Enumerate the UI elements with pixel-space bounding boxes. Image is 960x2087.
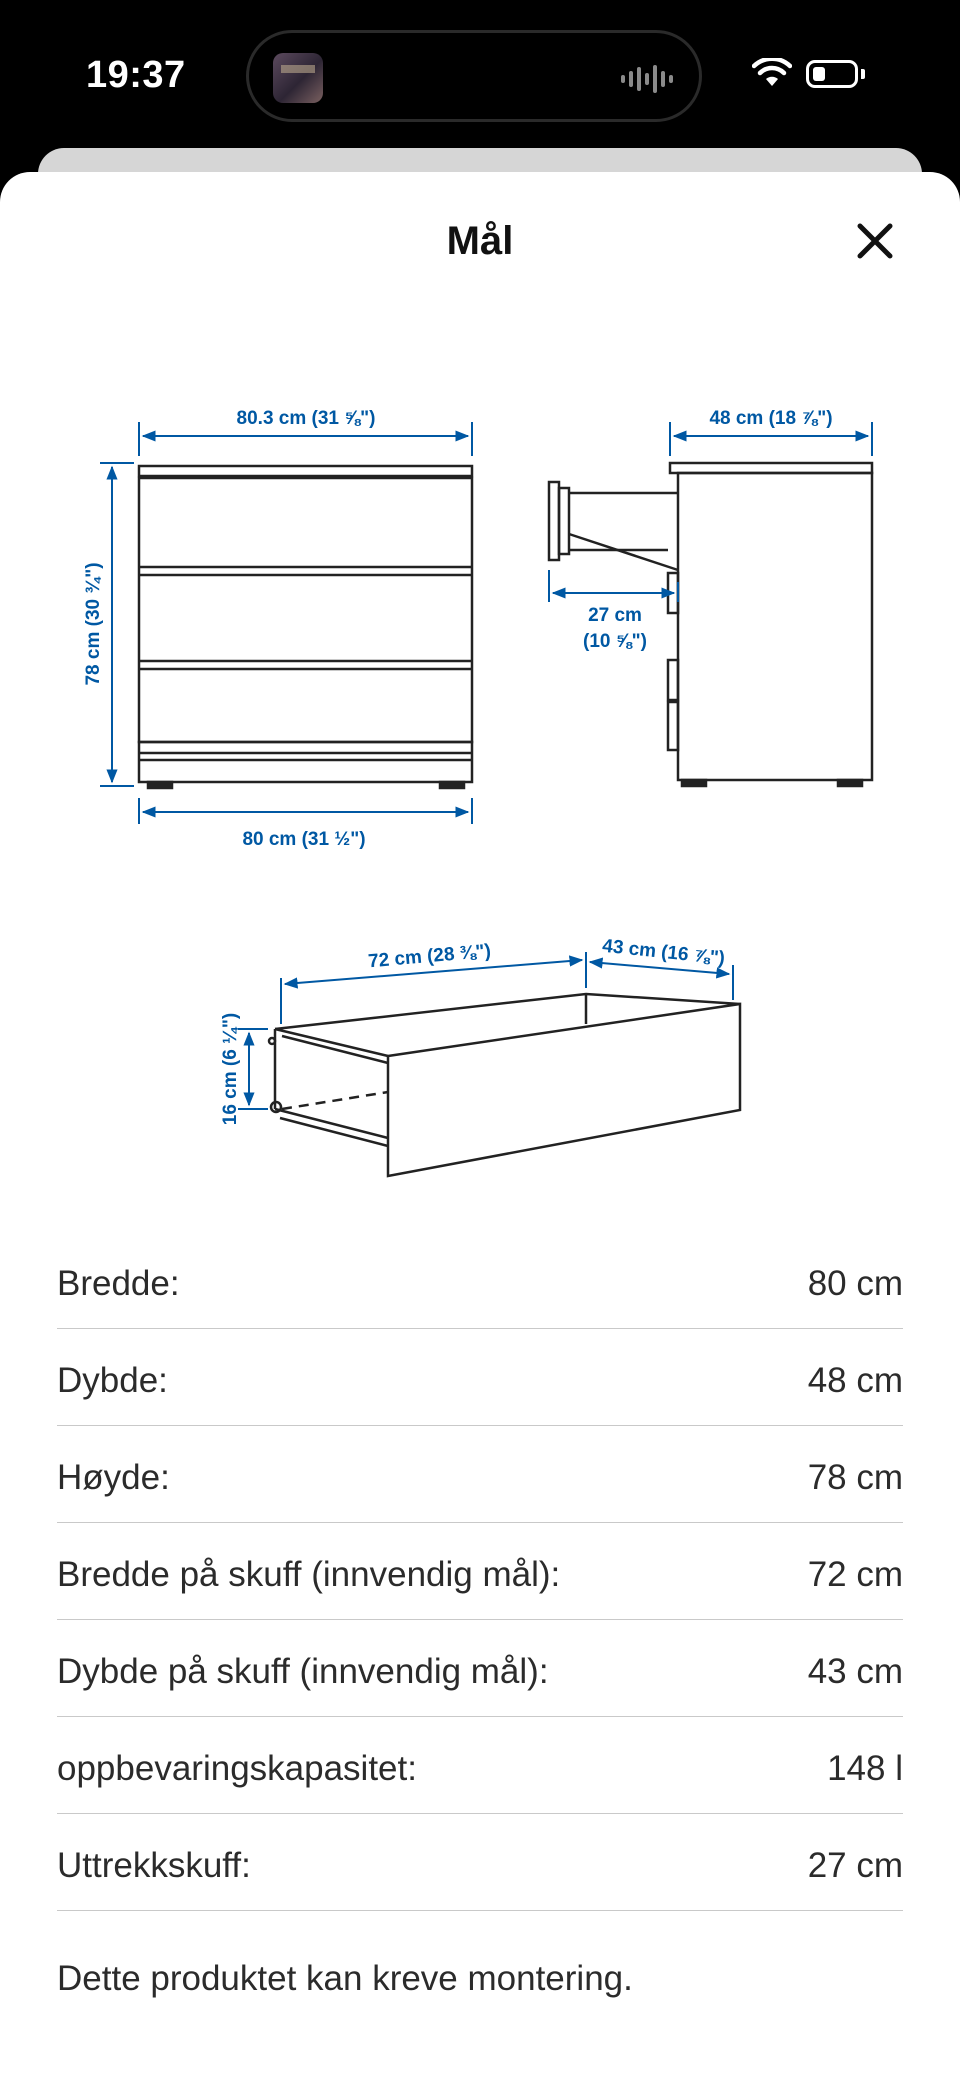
- spec-label: Dybde på skuff (innvendig mål):: [57, 1652, 549, 1691]
- dimensions-list: [57, 1232, 903, 1911]
- battery-icon: [806, 60, 858, 88]
- spec-row-height: [57, 1426, 903, 1523]
- spec-value: 80 cm: [807, 1264, 903, 1303]
- front-top-width-label: 80.3 cm (31 ⅝"): [236, 408, 376, 429]
- spec-label: Dybde:: [57, 1361, 168, 1400]
- side-depth-label: 48 cm (18 ⅞"): [709, 408, 833, 429]
- drawer-width-label: 72 cm (28 ⅜"): [367, 940, 492, 973]
- spec-row-width: [57, 1232, 903, 1329]
- drawer-depth-label: 43 cm (16 ⅞"): [601, 935, 726, 970]
- spec-value: 27 cm: [807, 1846, 903, 1885]
- spec-label: Bredde på skuff (innvendig mål):: [57, 1555, 561, 1594]
- front-bottom-width-label: 80 cm (31 ½"): [242, 829, 366, 850]
- dimensions-sheet: [0, 172, 960, 2087]
- spec-value: 43 cm: [807, 1652, 903, 1691]
- drawer-drawing: [269, 994, 740, 1176]
- status-bar: [0, 0, 960, 150]
- spec-value: 78 cm: [807, 1458, 903, 1497]
- spec-label: oppbevaringskapasitet:: [57, 1749, 417, 1788]
- battery-cap: [861, 69, 865, 79]
- dimension-diagram: [0, 172, 960, 1192]
- spec-value: 48 cm: [807, 1361, 903, 1400]
- wifi-icon: [752, 58, 792, 88]
- status-time: 19:37: [86, 54, 186, 96]
- now-playing-artwork-icon: [273, 53, 323, 103]
- audio-waveform-icon: [621, 63, 675, 95]
- drawer-height-label: 16 cm (6 ¼"): [220, 1012, 241, 1126]
- spec-row-drawer-extension: [57, 1814, 903, 1911]
- extension-label-line2: (10 ⅝"): [583, 631, 647, 652]
- spec-row-storage-capacity: [57, 1717, 903, 1814]
- front-view-drawing: [139, 466, 472, 788]
- extension-label-line1: 27 cm: [588, 605, 642, 626]
- spec-label: Høyde:: [57, 1458, 170, 1497]
- spec-label: Uttrekkskuff:: [57, 1846, 251, 1885]
- spec-value: 72 cm: [807, 1555, 903, 1594]
- assembly-note: Dette produktet kan kreve montering.: [57, 1959, 633, 1998]
- spec-row-drawer-depth: [57, 1620, 903, 1717]
- spec-row-depth: [57, 1329, 903, 1426]
- spec-value: 148 l: [827, 1749, 903, 1788]
- front-height-label: 78 cm (30 ¾"): [83, 562, 104, 686]
- spec-row-drawer-width: [57, 1523, 903, 1620]
- sheet-title: Mål: [446, 219, 514, 263]
- dynamic-island[interactable]: [246, 30, 702, 122]
- spec-label: Bredde:: [57, 1264, 180, 1303]
